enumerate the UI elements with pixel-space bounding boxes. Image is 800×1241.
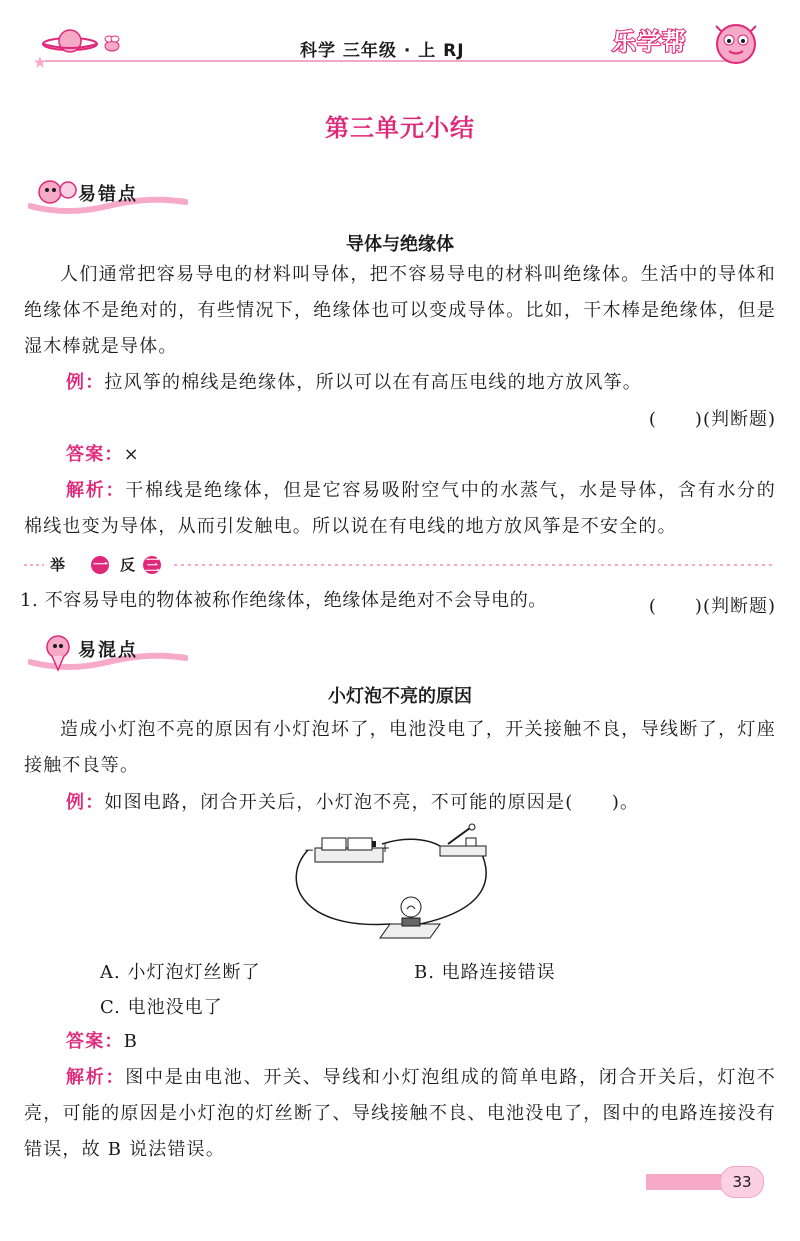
example-label: 例： — [66, 372, 105, 393]
planet-icon — [40, 26, 100, 62]
paragraph-text: 人们通常把容易导电的材料叫导体，把不容易导电的材料叫绝缘体。生活中的导体和绝缘体不是绝对的，有些情况下，绝缘体也可以变成导体。比如，干木棒是绝缘体，但是湿木棒就是导体。 — [24, 264, 776, 357]
analysis-label-2: 解析： — [66, 1067, 126, 1088]
analysis-text-2: 图中是由电池、开关、导线和小灯泡组成的简单电路，闭合开关后，灯泡不亮，可能的原因是小灯泡的灯丝断了、导线接触不良、电池没电了，图中的电路连接没有错误，故 B 说法错误。 — [24, 1067, 776, 1160]
answer-1 — [66, 437, 776, 473]
judge-marker-1: ( )(判断题) — [648, 409, 776, 430]
answer-value-2: B — [123, 1031, 139, 1052]
example-2 — [66, 785, 776, 821]
circuit-diagram — [290, 820, 500, 950]
practice-question — [20, 583, 620, 619]
option-c: C. 电池没电了 — [100, 997, 223, 1018]
analysis-1 — [24, 473, 776, 545]
answer-2 — [66, 1024, 776, 1060]
answer-label: 答案： — [66, 444, 124, 465]
answer-value: × — [123, 444, 140, 465]
section-label-confusions: 易混点 — [78, 640, 138, 661]
practice-char-2: 一 — [93, 556, 109, 574]
page-number: 33 — [720, 1166, 764, 1198]
option-b: B. 电路连接错误 — [414, 962, 556, 983]
star-icon — [34, 56, 46, 68]
battery-icon — [315, 838, 383, 862]
bulb-icon — [380, 897, 440, 938]
switch-icon — [440, 824, 486, 856]
option-a: A. 小灯泡灯丝断了 — [100, 962, 261, 983]
battery-plus-sign: + — [380, 841, 391, 855]
paragraph-conductors — [24, 257, 776, 365]
section-label-mistakes: 易错点 — [78, 184, 138, 205]
practice-char-4: 三 — [145, 556, 161, 574]
battery-minus-sign: − — [304, 843, 315, 857]
wire-right — [420, 850, 486, 924]
practice-char-1: 举 — [50, 556, 66, 574]
header-title: 科学 三年级 · 上 RJ — [300, 41, 465, 61]
example-text-2: 如图电路，闭合开关后，小灯泡不亮，不可能的原因是( )。 — [104, 792, 640, 813]
example-1 — [66, 365, 776, 401]
judge-marker-2: ( )(判断题) — [648, 596, 776, 617]
practice-char-3: 反 — [120, 556, 136, 574]
unit-title: 第三单元小结 — [325, 114, 475, 142]
subtitle-conductors: 导体与绝缘体 — [346, 234, 454, 255]
brand-logo: 乐学帮 — [612, 28, 687, 56]
answer-label-2: 答案： — [66, 1031, 124, 1052]
mascot-icon — [702, 20, 768, 68]
paragraph-bulb — [24, 712, 776, 784]
paragraph-bulb-text: 造成小灯泡不亮的原因有小灯泡坏了，电池没电了，开关接触不良，导线断了，灯座接触不良等。 — [24, 719, 776, 776]
analysis-text: 干棉线是绝缘体，但是它容易吸附空气中的水蒸气，水是导体，含有水分的棉线也变为导体，从而引发触电。所以说在有电线的地方放风筝是不安全的。 — [24, 480, 776, 537]
analysis-2 — [24, 1060, 776, 1168]
bee-icon — [100, 34, 124, 54]
practice-question-text: 1. 不容易导电的物体被称作绝缘体，绝缘体是绝对不会导电的。 — [20, 590, 547, 611]
example-text: 拉风筝的棉线是绝缘体，所以可以在有高压电线的地方放风筝。 — [104, 372, 643, 393]
example-label-2: 例： — [66, 792, 105, 813]
analysis-label: 解析： — [66, 480, 126, 501]
practice-divider-line — [24, 553, 776, 577]
practice-divider — [24, 553, 776, 577]
subtitle-bulb: 小灯泡不亮的原因 — [328, 686, 472, 707]
wire-top — [382, 839, 445, 850]
